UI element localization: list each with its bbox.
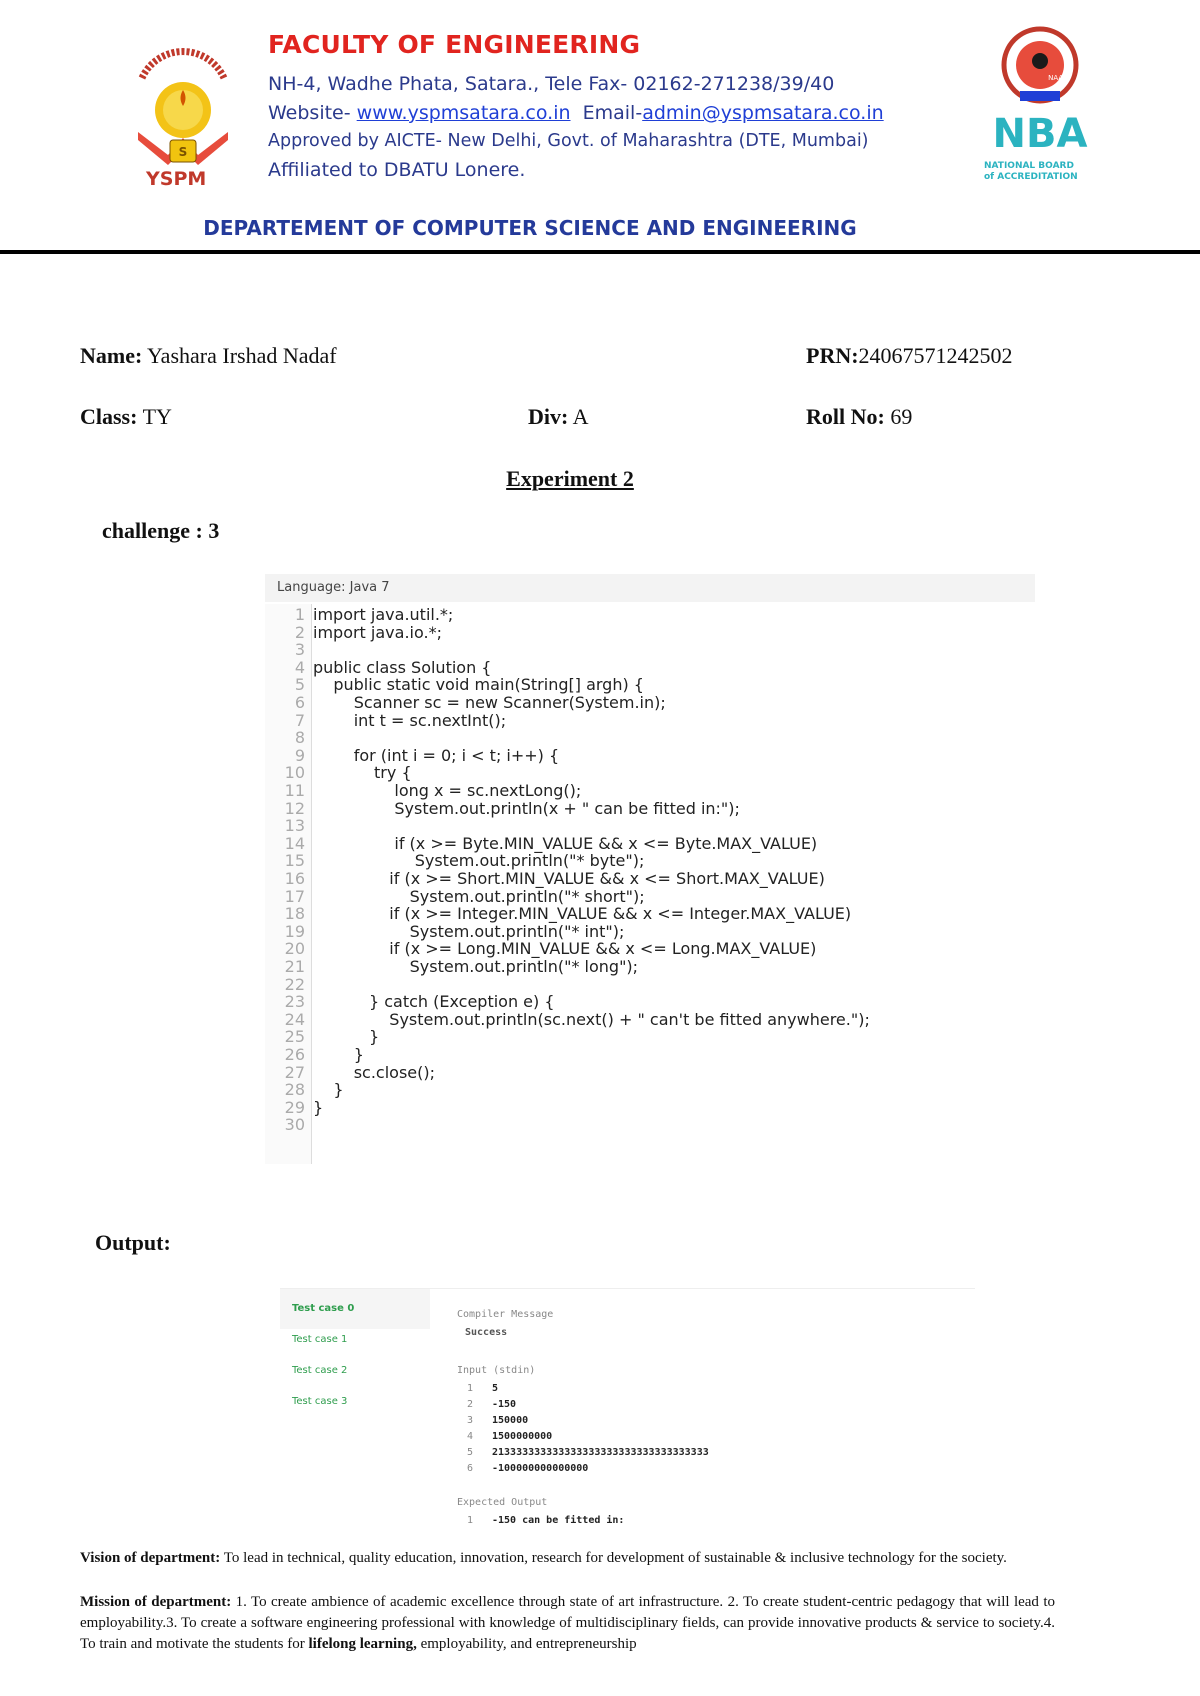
roll-value: 69: [890, 404, 913, 429]
student-name: Yashara Irshad Nadaf: [147, 343, 337, 368]
nba-mark: NBA: [992, 111, 1088, 157]
code-line: System.out.println("* long");: [313, 957, 639, 976]
approval-line: Approved by AICTE- New Delhi, Govt. of Maharashtra (DTE, Mumbai): [268, 131, 869, 151]
vision-statement: [80, 1548, 1055, 1569]
department-title: DEPARTEMENT OF COMPUTER SCIENCE AND ENGINEERING: [203, 216, 857, 240]
code-line: for (int i = 0; i < t; i++) {: [313, 745, 560, 765]
compiler-value: Success: [465, 1327, 508, 1338]
language-label: Language: Java 7: [277, 580, 390, 595]
code-line: System.out.println("* short");: [313, 886, 645, 906]
input-line: -150: [492, 1399, 517, 1410]
test-case-3[interactable]: Test case 3: [292, 1396, 348, 1407]
code-line: long x = sc.nextLong();: [313, 781, 582, 800]
code-line-number: 26: [284, 1045, 305, 1064]
code-line: System.out.println("* int");: [313, 921, 625, 941]
code-line-number: 29: [284, 1097, 305, 1117]
div-label: Div:: [528, 404, 569, 429]
yspm-logo: [128, 40, 238, 190]
svg-text:S: S: [178, 145, 188, 159]
class-value: TY: [142, 404, 172, 429]
code-line-number: 18: [284, 904, 305, 924]
test-case-2[interactable]: Test case 2: [292, 1365, 348, 1376]
code-line-number: 19: [284, 921, 305, 941]
challenge-label: challenge : 3: [102, 518, 220, 543]
input-line: -100000000000000: [492, 1463, 589, 1474]
mission-statement: [80, 1592, 1055, 1655]
prn-row: [806, 343, 1013, 369]
code-line: import java.io.*;: [313, 622, 442, 642]
code-line-number: 21: [284, 957, 305, 976]
code-line-number: 12: [284, 798, 305, 818]
expected-label: Expected Output: [457, 1497, 548, 1508]
code-line-number: 25: [284, 1027, 305, 1047]
input-line-number: 5: [467, 1447, 474, 1458]
code-line: } catch (Exception e) {: [313, 992, 555, 1012]
nba-text-2: of ACCREDITATION: [984, 172, 1078, 182]
input-label: Input (stdin): [457, 1365, 536, 1376]
code-line: System.out.println("* byte");: [313, 851, 645, 871]
input-line: 213333333333333333333333333333333333: [492, 1447, 709, 1458]
input-line-number: 6: [467, 1463, 474, 1474]
code-line-number: 30: [284, 1115, 305, 1135]
code-line-number: 13: [284, 816, 305, 836]
output-screenshot: [280, 1288, 975, 1529]
faculty-title: FACULTY OF ENGINEERING: [268, 30, 641, 59]
code-line-number: 2: [294, 622, 305, 642]
code-line-number: 15: [284, 851, 305, 871]
naac-badge-text: NAAC: [1048, 74, 1068, 82]
roll-row: [806, 404, 912, 430]
code-line: if (x >= Long.MIN_VALUE && x <= Long.MAX_VALUE): [313, 939, 817, 959]
prn-label: PRN:: [806, 343, 859, 368]
code-line-number: 16: [284, 869, 305, 888]
input-line: 150000: [492, 1415, 529, 1426]
code-line-number: 14: [284, 833, 305, 853]
code-line-number: 17: [284, 886, 305, 906]
code-line: public class Solution {: [313, 657, 492, 677]
code-screenshot: [265, 574, 1035, 1164]
code-line: System.out.println(x + " can be fitted in:");: [313, 798, 740, 818]
expected-first-line: -150 can be fitted in:: [492, 1515, 625, 1526]
code-line-number: 1: [294, 605, 305, 624]
code-line-number: 3: [294, 640, 305, 660]
code-line: System.out.println(sc.next() + " can't be fitted anywhere.");: [313, 1009, 870, 1029]
roll-label: Roll No:: [806, 404, 885, 429]
yspm-logo-text: YSPM: [146, 168, 207, 190]
address-line: NH-4, Wadhe Phata, Satara., Tele Fax- 02162-271238/39/40: [268, 73, 835, 95]
code-line-number: 23: [284, 992, 305, 1012]
input-line: 1500000000: [492, 1431, 553, 1442]
code-line: try {: [313, 763, 412, 783]
input-line-number: 2: [467, 1399, 474, 1410]
output-label: Output:: [95, 1230, 171, 1255]
class-row: [80, 404, 172, 430]
code-line-number: 9: [294, 745, 305, 765]
div-row: [528, 404, 589, 430]
test-case-0[interactable]: Test case 0: [292, 1303, 355, 1314]
email-label: Email-: [582, 102, 643, 124]
code-line: sc.close();: [313, 1062, 435, 1082]
mission-text-1: 1. To create ambience of academic excellence through state of art infrastructure. 2. To create student-centric pedagogy that will lead to employability.3. To create a software engineering professional with knowledge of multidisciplinary fields, can provide innovative products & service to society.4. To train and motivate the students for: [80, 1594, 1055, 1652]
code-line: import java.util.*;: [313, 605, 454, 624]
code-line-number: 4: [294, 657, 305, 677]
code-line-number: 10: [284, 763, 305, 783]
prn-value: 24067571242502: [858, 343, 1013, 368]
name-row: [80, 343, 337, 369]
code-line: public static void main(String[] argh) {: [313, 675, 644, 695]
input-line-number: 4: [467, 1431, 474, 1442]
email-link[interactable]: admin@yspmsatara.co.in: [642, 102, 884, 124]
language-bar: [265, 574, 1035, 602]
contact-line: [268, 102, 884, 124]
code-line-number: 8: [294, 728, 305, 748]
class-label: Class:: [80, 404, 138, 429]
code-line: if (x >= Short.MIN_VALUE && x <= Short.MAX_VALUE): [313, 869, 825, 888]
mission-text-2: employability, and entrepreneurship: [420, 1636, 637, 1652]
website-label: Website-: [268, 102, 351, 124]
affiliation-line: Affiliated to DBATU Lonere.: [268, 159, 526, 181]
code-line-number: 6: [294, 693, 305, 712]
code-line-number: 27: [284, 1062, 305, 1082]
code-line: }: [313, 1080, 344, 1100]
code-line-number: 28: [284, 1080, 305, 1100]
code-line: }: [313, 1097, 324, 1117]
nba-logo: [980, 25, 1100, 185]
website-link[interactable]: www.yspmsatara.co.in: [356, 102, 571, 124]
code-line: Scanner sc = new Scanner(System.in);: [313, 693, 666, 712]
input-line: 5: [492, 1383, 499, 1394]
code-line: if (x >= Byte.MIN_VALUE && x <= Byte.MAX_VALUE): [313, 833, 818, 853]
nba-text-1: NATIONAL BOARD: [984, 161, 1074, 171]
vision-text: To lead in technical, quality education, innovation, research for development of sustainable & inclusive technology for the society.: [223, 1550, 1007, 1566]
experiment-title: Experiment 2: [506, 466, 634, 491]
mission-label: Mission of department:: [80, 1594, 232, 1610]
code-line-number: 22: [284, 974, 305, 994]
name-label: Name:: [80, 343, 143, 368]
code-line-number: 11: [284, 781, 305, 800]
header-divider: [0, 250, 1200, 254]
test-case-1[interactable]: Test case 1: [292, 1334, 348, 1345]
code-line: if (x >= Integer.MIN_VALUE && x <= Integer.MAX_VALUE): [313, 904, 852, 924]
compiler-label: Compiler Message: [457, 1309, 554, 1320]
code-line-number: 20: [284, 939, 305, 959]
code-line: }: [313, 1027, 380, 1047]
code-line-number: 7: [294, 710, 305, 730]
mission-bold: lifelong learning,: [308, 1636, 417, 1652]
code-line-number: 24: [284, 1009, 305, 1029]
expected-line-number: 1: [467, 1515, 474, 1526]
code-line: int t = sc.nextInt();: [313, 710, 507, 730]
input-line-number: 3: [467, 1415, 474, 1426]
code-line-number: 5: [294, 675, 305, 695]
div-value: A: [572, 404, 589, 429]
input-line-number: 1: [467, 1383, 474, 1394]
vision-label: Vision of department:: [80, 1550, 221, 1566]
code-line: }: [313, 1045, 364, 1064]
